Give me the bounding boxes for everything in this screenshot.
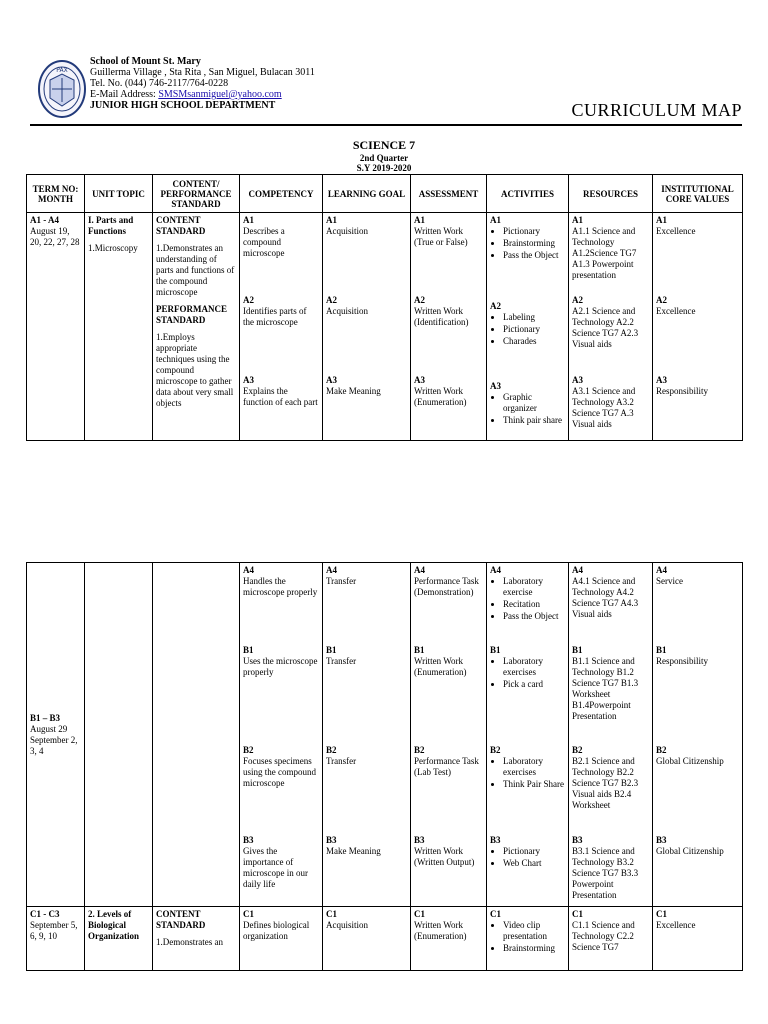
cell-text: A3 <box>414 375 425 385</box>
assessment-cell <box>411 563 487 907</box>
cell-text: B1 <box>490 645 501 655</box>
cell-text: I. Parts and Functions <box>88 215 134 236</box>
cell-text: A1 - A4 <box>30 215 59 225</box>
col-resources: RESOURCES <box>569 175 653 213</box>
standard-cell <box>153 213 240 441</box>
activities-cell <box>487 213 569 441</box>
cell-text: C1 <box>326 909 337 919</box>
cell-text: Describes a compound microscope <box>243 226 285 258</box>
cell-text: Written Work (True or False) <box>414 226 468 247</box>
list-item: • Think pair share <box>503 415 565 426</box>
cell-text: A4.1 Science and Technology A4.2 Science TG7 A4.3 Visual aids <box>572 576 639 619</box>
cell-text: Performance Task (Demonstration) <box>414 576 479 597</box>
cell-text: Written Work (Enumeration) <box>414 656 467 677</box>
list-item: • Pictionary <box>503 324 565 335</box>
cell-text: A1 <box>656 215 667 225</box>
email-link[interactable]: SMSMsanmiguel@yahoo.com <box>158 89 282 100</box>
competency-cell <box>240 213 323 441</box>
resources-cell <box>569 563 653 907</box>
school-year-title: S.Y 2019-2020 <box>356 163 412 173</box>
col-learning-goal: LEARNING GOAL <box>323 175 411 213</box>
list-item: • Brainstorming <box>503 943 565 954</box>
cell-text: Acquisition <box>326 920 368 930</box>
cell-text: B3.1 Science and Technology B3.2 Science TG7 B3.3 Powerpoint Presentation <box>572 846 639 900</box>
list-item: • Graphic organizer <box>503 392 565 414</box>
document-header <box>30 56 742 128</box>
cell-text: A3 <box>326 375 337 385</box>
cell-text: A2 <box>414 295 425 305</box>
cell-text: B2 <box>572 745 583 755</box>
cell-text: Handles the microscope properly <box>243 576 318 597</box>
cell-text: B3 <box>572 835 583 845</box>
cell-text: Service <box>656 576 683 586</box>
col-core-values: INSTITUTIONAL CORE VALUES <box>653 175 743 213</box>
list-item: • Think Pair Share <box>503 779 565 790</box>
standard-cell <box>153 563 240 907</box>
cell-text: A2 <box>326 295 337 305</box>
school-seal-icon <box>38 60 86 118</box>
school-name: School of Mount St. Mary <box>90 56 201 67</box>
cell-text: 1.Employs appropriate techniques using the compound microscope to gather data about very small objects <box>156 332 234 408</box>
cell-text: Global Citizenship <box>656 756 724 766</box>
cell-text: A4 <box>243 565 254 575</box>
col-unit-topic: UNIT TOPIC <box>85 175 153 213</box>
standard-cell <box>153 907 240 971</box>
table-row <box>27 213 743 441</box>
cell-text: A3 <box>243 375 254 385</box>
cell-text: C1 <box>243 909 254 919</box>
core-values-cell <box>653 563 743 907</box>
cell-text: B3 <box>243 835 254 845</box>
cell-text: 1.Demonstrates an understanding of parts and functions of the compound microscope <box>156 243 235 297</box>
table-row <box>27 907 743 971</box>
cell-text: Transfer <box>326 756 357 766</box>
cell-text: Transfer <box>326 576 357 586</box>
unit-topic-cell <box>85 563 153 907</box>
learning-goal-cell <box>323 563 411 907</box>
cell-text: Gives the importance of microscope in our daily life <box>243 846 308 889</box>
list-item: • Laboratory exercises <box>503 756 565 778</box>
list-item: • Laboratory exercises <box>503 656 565 678</box>
cell-text: A1 <box>326 215 337 225</box>
cell-text: Responsibility <box>656 656 709 666</box>
activities-cell <box>487 907 569 971</box>
cell-text: Written Work (Enumeration) <box>414 386 467 407</box>
cell-text: B3 <box>490 835 501 845</box>
cell-text: A4 <box>656 565 667 575</box>
cell-text: Performance Task (Lab Test) <box>414 756 479 777</box>
cell-text: B1 <box>326 645 337 655</box>
cell-text: Acquisition <box>326 226 368 236</box>
cell-text: B2 <box>326 745 337 755</box>
list-item: • Web Chart <box>503 858 565 869</box>
assessment-cell <box>411 213 487 441</box>
cell-text: A2 <box>243 295 254 305</box>
assessment-cell <box>411 907 487 971</box>
cell-text: A3 <box>490 381 501 391</box>
activities-cell <box>487 563 569 907</box>
learning-goal-cell <box>323 907 411 971</box>
cell-text: Acquisition <box>326 306 368 316</box>
cell-text: B2 <box>243 745 254 755</box>
unit-topic-cell <box>85 907 153 971</box>
cell-text: B1 <box>243 645 254 655</box>
cell-text: Make Meaning <box>326 386 381 396</box>
cell-text: C1 <box>656 909 667 919</box>
cell-text: Excellence <box>656 306 696 316</box>
cell-text: August 19, 20, 22, 27, 28 <box>30 226 80 247</box>
list-item: • Pictionary <box>503 226 565 237</box>
school-telephone: Tel. No. (044) 746-2117/764-0228 <box>90 78 229 89</box>
table-row <box>27 563 743 907</box>
list-item: • Laboratory exercise <box>503 576 565 598</box>
curriculum-map-title: CURRICULUM MAP <box>571 100 742 120</box>
cell-text: Responsibility <box>656 386 709 396</box>
cell-text: Written Work (Enumeration) <box>414 920 467 941</box>
cell-text: CONTENT STANDARD <box>156 215 206 236</box>
competency-cell <box>240 563 323 907</box>
col-competency: COMPETENCY <box>240 175 323 213</box>
cell-text: B1 <box>572 645 583 655</box>
resources-cell <box>569 907 653 971</box>
core-values-cell <box>653 907 743 971</box>
cell-text: B3 <box>326 835 337 845</box>
cell-text: Written Work (Identification) <box>414 306 469 327</box>
cell-text: B2 <box>656 745 667 755</box>
cell-text: Explains the function of each part <box>243 386 318 407</box>
cell-text: A4 <box>326 565 337 575</box>
cell-text: A1 <box>414 215 425 225</box>
list-item: • Labeling <box>503 312 565 323</box>
cell-text: B3 <box>414 835 425 845</box>
cell-text: C1 <box>572 909 583 919</box>
cell-text: Make Meaning <box>326 846 381 856</box>
cell-text: B1 <box>656 645 667 655</box>
cell-text: B2.1 Science and Technology B2.2 Science TG7 B2.3 Visual aids B2.4 Worksheet <box>572 756 639 810</box>
cell-text: Written Work (Written Output) <box>414 846 475 867</box>
cell-text: B1 – B3 <box>30 712 61 723</box>
col-term: TERM NO: MONTH <box>27 175 85 213</box>
cell-text: B2 <box>414 745 425 755</box>
cell-text: A2 <box>490 301 501 311</box>
cell-text: C1 - C3 <box>30 909 60 919</box>
cell-text: Identifies parts of the microscope <box>243 306 307 327</box>
cell-text: A4 <box>490 565 501 575</box>
cell-text: CONTENT STANDARD <box>156 909 206 930</box>
cell-text: Uses the microscope properly <box>243 656 318 677</box>
cell-text: September 5, 6, 9, 10 <box>30 920 78 941</box>
cell-text: C1.1 Science and Technology C2.2 Science TG7 <box>572 920 635 952</box>
cell-text: August 29 September 2, 3, 4 <box>30 723 78 756</box>
quarter-title: 2nd Quarter <box>359 153 409 163</box>
cell-text: Global Citizenship <box>656 846 724 856</box>
cell-text: A3 <box>572 375 583 385</box>
header-divider <box>30 124 742 126</box>
cell-text: A2 <box>572 295 583 305</box>
email-label: E-Mail Address: <box>90 89 159 100</box>
list-item: • Brainstorming <box>503 238 565 249</box>
cell-text: C1 <box>490 909 501 919</box>
cell-text: A3.1 Science and Technology A3.2 Science TG7 A.3 Visual aids <box>572 386 636 429</box>
school-address: Guillerma Village , Sta Rita , San Miguel, Bulacan 3011 <box>90 67 315 78</box>
subject-title: SCIENCE 7 <box>352 138 416 152</box>
cell-text: A1 <box>572 215 583 225</box>
cell-text: A1 <box>243 215 254 225</box>
cell-text: Transfer <box>326 656 357 666</box>
col-activities: ACTIVITIES <box>487 175 569 213</box>
list-item: • Pick a card <box>503 679 565 690</box>
header-row <box>27 175 743 213</box>
cell-text: Focuses specimens using the compound microscope <box>243 756 316 788</box>
curriculum-table-b <box>26 562 743 971</box>
term-cell <box>27 907 85 971</box>
list-item: • Pass the Object <box>503 611 565 622</box>
cell-text: A4 <box>572 565 583 575</box>
cell-text: B3 <box>656 835 667 845</box>
learning-goal-cell <box>323 213 411 441</box>
list-item: • Recitation <box>503 599 565 610</box>
cell-text: Excellence <box>656 920 696 930</box>
cell-text: A4 <box>414 565 425 575</box>
cell-text: 1.Demonstrates an <box>156 937 223 947</box>
list-item: • Charades <box>503 336 565 347</box>
department-name: JUNIOR HIGH SCHOOL DEPARTMENT <box>90 100 276 111</box>
term-cell <box>27 563 85 907</box>
list-item: • Video clip presentation <box>503 920 565 942</box>
core-values-cell <box>653 213 743 441</box>
resources-cell <box>569 213 653 441</box>
cell-text: B1.1 Science and Technology B1.2 Science TG7 B1.3 Worksheet B1.4Powerpoint Presentation <box>572 656 639 721</box>
cell-text: A1.1 Science and Technology A1.2Science TG7 A1.3 Powerpoint presentation <box>572 226 637 280</box>
svg-text:PAX: PAX <box>56 67 68 74</box>
cell-text: 2. Levels of Biological Organization <box>88 909 139 941</box>
unit-topic-cell <box>85 213 153 441</box>
cell-text: C1 <box>414 909 425 919</box>
list-item: • Pictionary <box>503 846 565 857</box>
cell-text: 1.Microscopy <box>88 243 138 253</box>
cell-text: A1 <box>490 215 501 225</box>
cell-text: Defines biological organization <box>243 920 310 941</box>
cell-text: PERFORMANCE STANDARD <box>156 304 227 325</box>
col-assessment: ASSESSMENT <box>411 175 487 213</box>
school-email-line <box>90 89 315 100</box>
list-item: • Pass the Object <box>503 250 565 261</box>
cell-text: A2.1 Science and Technology A2.2 Science TG7 A2.3 Visual aids <box>572 306 639 349</box>
competency-cell <box>240 907 323 971</box>
cell-text: B1 <box>414 645 425 655</box>
term-cell <box>27 213 85 441</box>
curriculum-table-a <box>26 174 743 441</box>
cell-text: A3 <box>656 375 667 385</box>
cell-text: A2 <box>656 295 667 305</box>
col-standard: CONTENT/ PERFORMANCE STANDARD <box>153 175 240 213</box>
school-info <box>90 56 315 111</box>
cell-text: B2 <box>490 745 501 755</box>
cell-text: Excellence <box>656 226 696 236</box>
